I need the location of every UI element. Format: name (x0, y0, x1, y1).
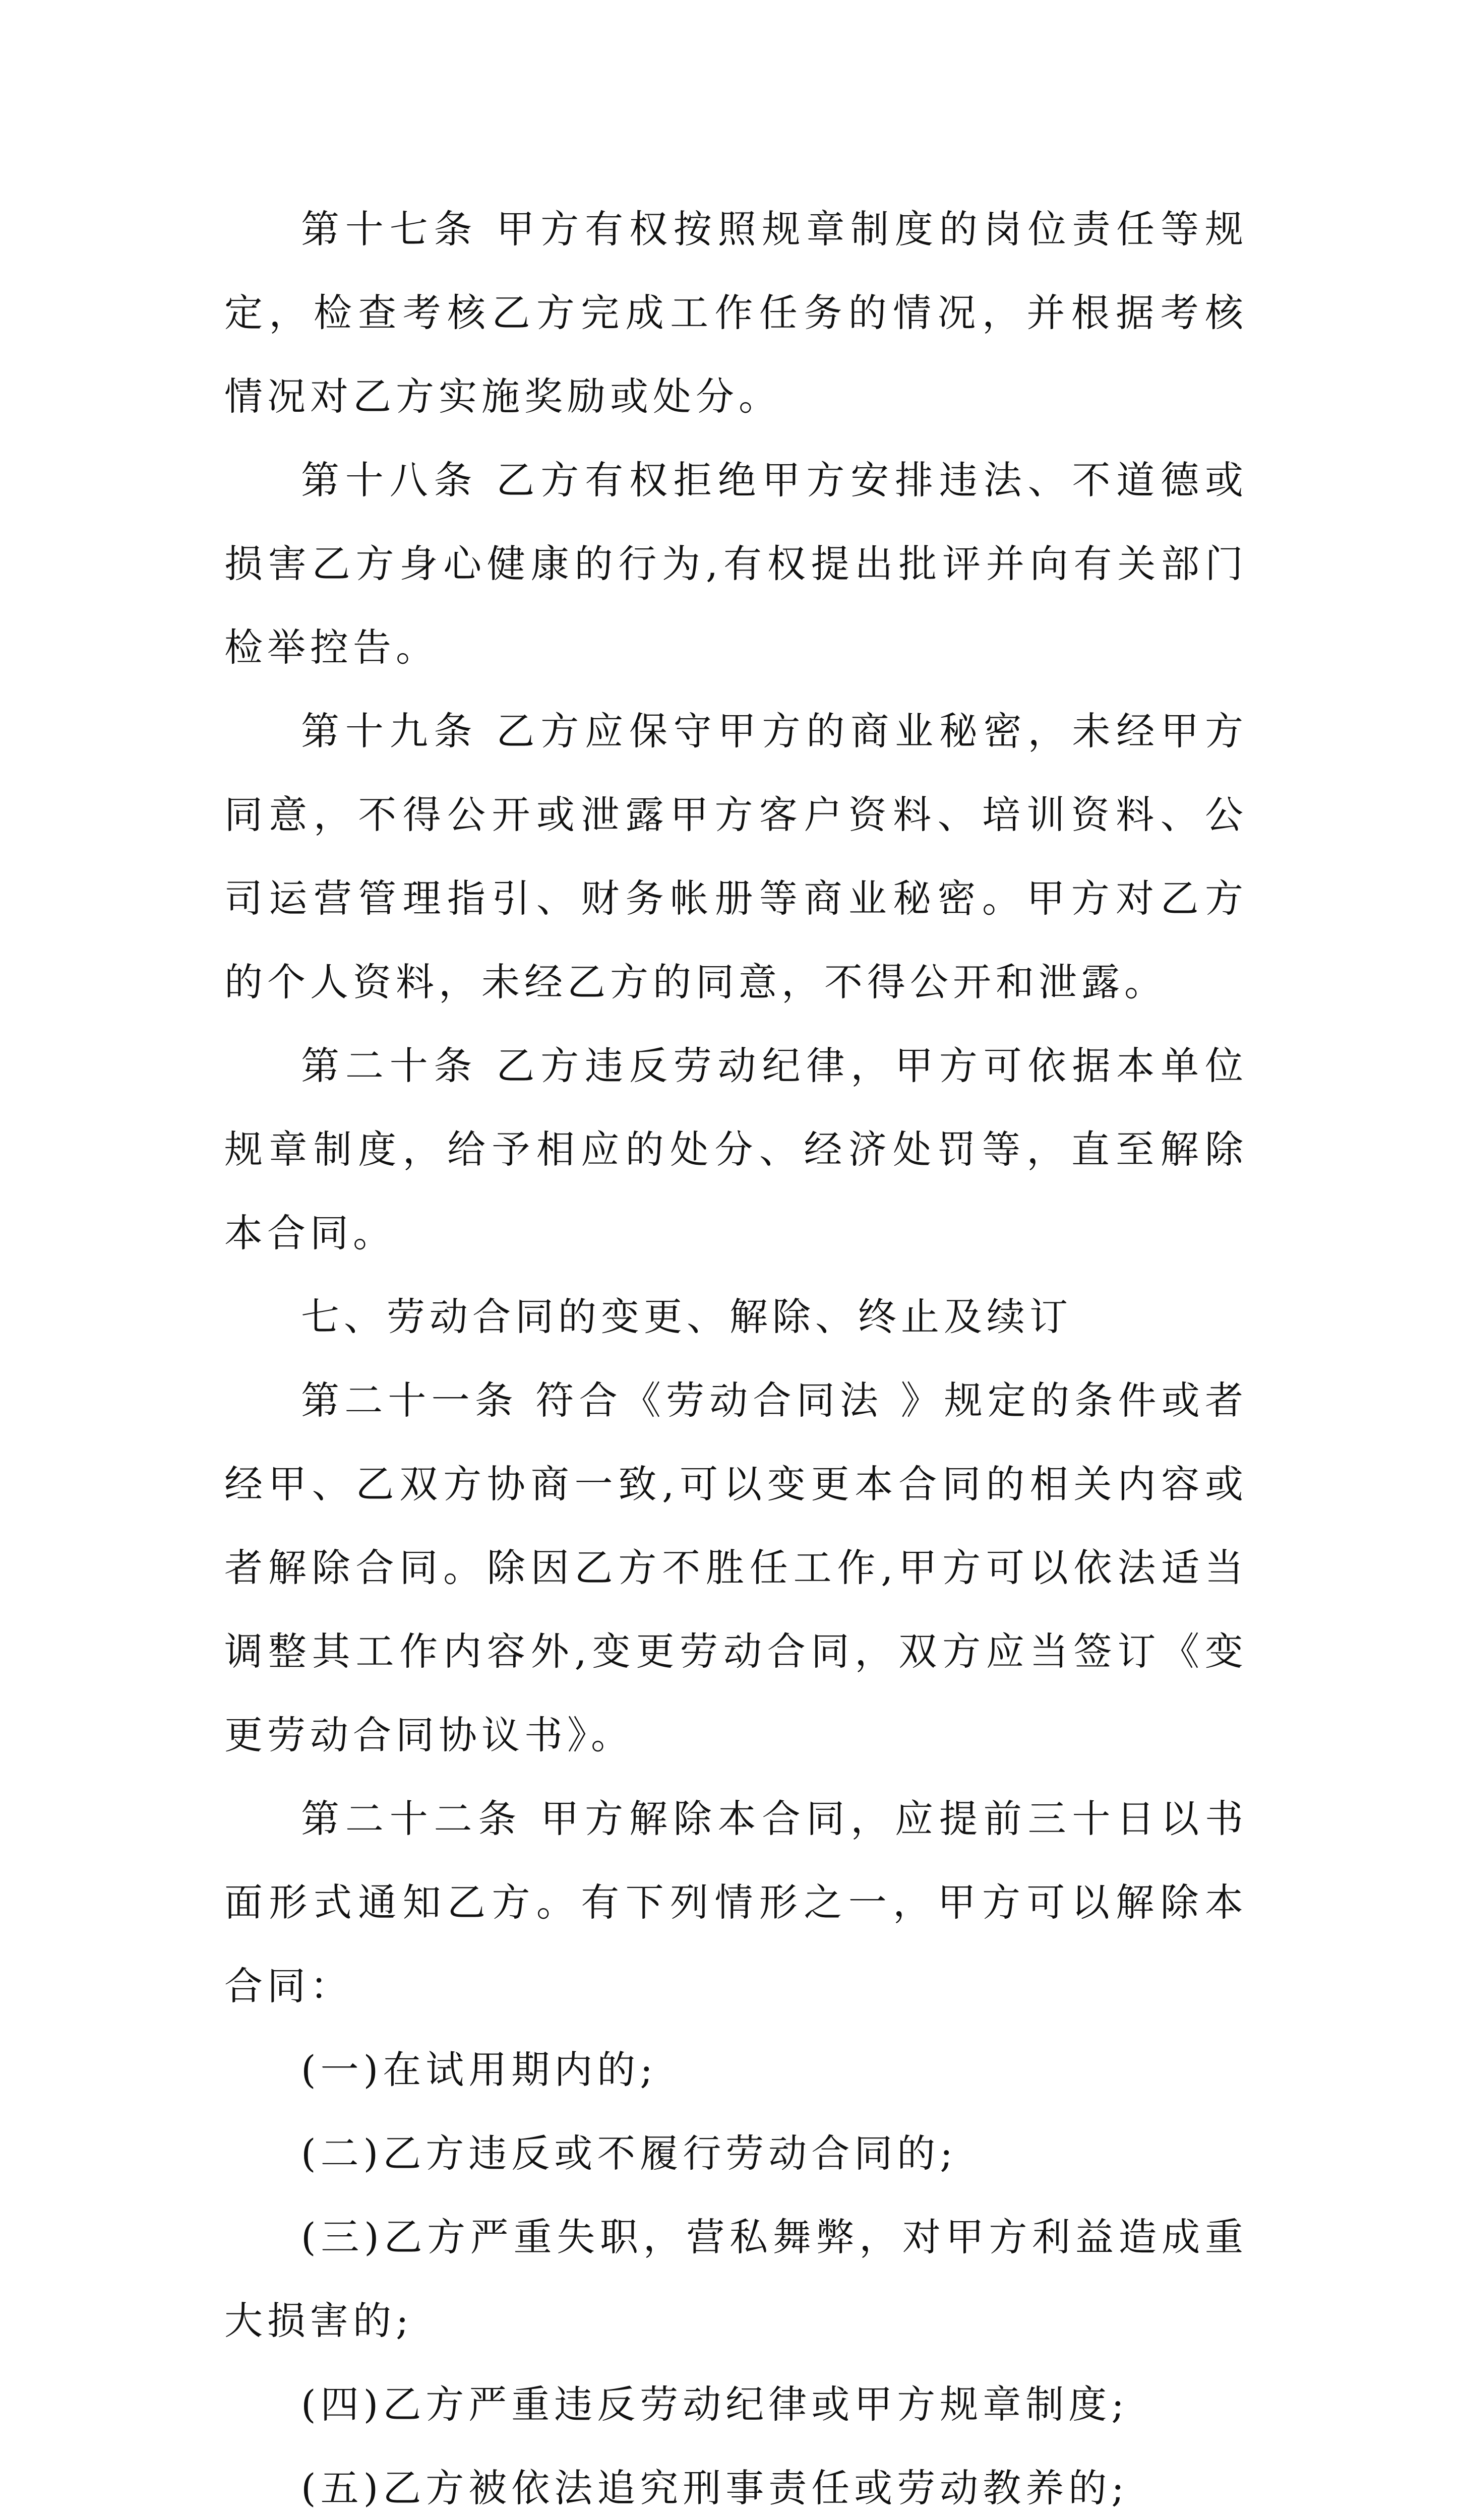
list-item: (一)在试用期内的; (301, 2047, 657, 2092)
list-item: (五)乙方被依法追究刑事责任或劳动教养的; (301, 2466, 1129, 2510)
article-17-paragraph: 第十七条 甲方有权按照规章制度的岗位责任等规定，检查考核乙方完成工作任务的情况，并根据考核情况对乙方实施奖励或处分。 (224, 207, 1248, 419)
article-19-paragraph: 第十九条 乙方应保守甲方的商业秘密，未经甲方同意，不得公开或泄露甲方客户资料、培训资料、公司运营管理指引、财务帐册等商业秘密。甲方对乙方的个人资料，未经乙方的同意，不得公开和泄露。 (224, 709, 1248, 1004)
article-21-paragraph: 第二十一条 符合《劳动合同法 》规定的条件或者经甲、乙双方协商一致,可以变更本合同的相关内容或者解除合同。除因乙方不胜任工作,甲方可以依法适当调整其工作内容外,变更劳动合同，双方应当签订《变更劳动合同协议书》。 (224, 1378, 1248, 1757)
section-7-heading: 七、劳动合同的变更、解除、终止及续订 (301, 1294, 1072, 1339)
article-22-paragraph: 第二十二条 甲方解除本合同，应提前三十日以书面形式通知乙方。有下列情形之一，甲方可以解除本合同： (224, 1796, 1248, 2008)
list-item: (三)乙方严重失职，营私舞弊，对甲方利益造成重大损害的; (224, 2215, 1248, 2343)
article-18-paragraph: 第十八条 乙方有权拒绝甲方安排违法、不道德或损害乙方身心健康的行为,有权提出批评并向有关部门检举控告。 (224, 458, 1248, 670)
document-page (224, 187, 1248, 2520)
article-20-paragraph: 第二十条 乙方违反劳动纪律，甲方可依据本单位规章制度，给予相应的处分、经济处罚等，直至解除本合同。 (224, 1043, 1248, 1255)
list-item: (四)乙方严重违反劳动纪律或甲方规章制度; (301, 2382, 1129, 2427)
list-item: (二)乙方违反或不履行劳动合同的; (301, 2131, 957, 2176)
